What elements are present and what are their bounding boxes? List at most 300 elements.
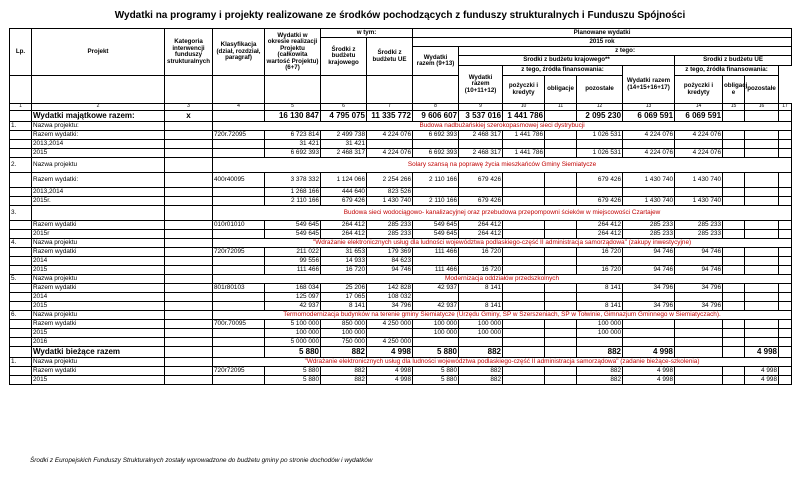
lp-cell: [10, 266, 32, 275]
lp-cell: [10, 376, 32, 385]
value-cell: 4 998: [745, 367, 779, 376]
kategoria-cell: [165, 158, 213, 173]
value-cell: [545, 230, 577, 239]
value-cell: [723, 329, 745, 338]
row-label: Razem wydatki: [32, 248, 165, 257]
value-cell: 882: [459, 367, 503, 376]
value-cell: 1 441 786: [503, 131, 545, 140]
value-cell: 9 606 607: [413, 111, 459, 122]
value-cell: [545, 266, 577, 275]
project-title: Termomodernizacja budynków na terenie gminy Siemiatycze (Urzędu Gminy, SP w Szerszeniach, SP w Tołwinie, Gimnazjum Gminnego w Siemiatyczach).: [213, 311, 792, 320]
value-cell: [723, 320, 745, 329]
klasyfikacja-cell: [213, 376, 265, 385]
header-lp: Lp.: [10, 29, 32, 76]
kategoria-cell: [165, 338, 213, 347]
value-cell: 4 998: [367, 376, 413, 385]
value-cell: [413, 188, 459, 197]
kategoria-cell: [165, 173, 213, 188]
value-cell: 31 421: [265, 140, 321, 149]
value-cell: 2 095 230: [577, 111, 623, 122]
value-cell: [503, 257, 545, 266]
column-number: 5: [265, 104, 321, 111]
value-cell: 6 069 591: [623, 111, 675, 122]
value-cell: [367, 140, 413, 149]
value-cell: [459, 338, 503, 347]
value-cell: 100 000: [321, 329, 367, 338]
value-cell: 6 069 591: [675, 111, 723, 122]
value-cell: 34 796: [623, 284, 675, 293]
value-cell: [545, 320, 577, 329]
value-cell: 2 468 317: [459, 149, 503, 158]
value-cell: 444 640: [321, 188, 367, 197]
value-cell: 285 233: [367, 230, 413, 239]
column-number: 1: [10, 104, 32, 111]
filler: [265, 76, 321, 104]
klasyfikacja-cell: [213, 347, 265, 358]
header-w-tym: w tym:: [321, 29, 413, 38]
value-cell: 549 645: [413, 230, 459, 239]
value-cell: [723, 248, 745, 257]
filler: [165, 76, 213, 104]
value-cell: 1 124 066: [321, 173, 367, 188]
row-label: 2015: [32, 376, 165, 385]
value-cell: 1 441 786: [503, 111, 545, 122]
value-cell: [723, 257, 745, 266]
value-cell: [675, 257, 723, 266]
value-cell: [545, 188, 577, 197]
value-cell: [779, 140, 792, 149]
value-cell: [779, 302, 792, 311]
project-name-label: Nazwa projektu: [32, 311, 165, 320]
page-title: Wydatki na programy i projekty realizowane ze środków pochodzących z funduszy strukturalnych i Funduszu Spójności: [114, 10, 686, 21]
project-title: Solary szansą na poprawę życia mieszkańców Gminy Siemiatycze: [213, 158, 792, 173]
value-cell: [779, 338, 792, 347]
project-title-row: [10, 275, 792, 284]
value-cell: 4 795 075: [321, 111, 367, 122]
value-cell: 4 998: [367, 347, 413, 358]
klasyfikacja-cell: 700r.70095: [213, 320, 265, 329]
value-cell: [623, 329, 675, 338]
kategoria-cell: [165, 257, 213, 266]
lp-cell: [10, 111, 32, 122]
header-z-tego: z tego:: [459, 47, 792, 56]
value-cell: 679 426: [459, 197, 503, 206]
project-title: "Wdrażanie elektronicznych usług dla ludności województwa podlaskiego-część II administracja samorządowa" (zakupy inwestycyjne): [213, 239, 792, 248]
lp-cell: [10, 367, 32, 376]
lp-cell: 2.: [10, 158, 32, 173]
table-row: [10, 376, 792, 385]
value-cell: 750 000: [321, 338, 367, 347]
klasyfikacja-cell: 720r72095: [213, 248, 265, 257]
header-wydatki-okres: Wydatki w okresie realizacji Projektu (całkowita wartość Projektu) (6+7): [265, 29, 321, 76]
klasyfikacja-cell: 400r40095: [213, 173, 265, 188]
value-cell: 1 430 740: [623, 173, 675, 188]
table-row: [10, 230, 792, 239]
value-cell: [413, 338, 459, 347]
value-cell: [779, 293, 792, 302]
header-wydatki-razem-ue: Wydatki razem (14+15+16+17): [623, 66, 675, 104]
value-cell: 6 692 393: [413, 131, 459, 140]
header-obligacje: obligacje: [545, 76, 577, 104]
value-cell: [779, 347, 792, 358]
value-cell: 1 430 740: [675, 197, 723, 206]
kategoria-cell: [165, 329, 213, 338]
column-number: 12: [577, 104, 623, 111]
value-cell: [779, 266, 792, 275]
value-cell: 264 412: [577, 230, 623, 239]
value-cell: [623, 257, 675, 266]
column-number: 9: [459, 104, 503, 111]
header-sbk: Środki z budżetu krajowego**: [459, 56, 675, 66]
value-cell: [545, 173, 577, 188]
lp-cell: [10, 284, 32, 293]
table-row: [10, 197, 792, 206]
value-cell: 549 645: [265, 221, 321, 230]
klasyfikacja-cell: [213, 302, 265, 311]
project-name-label: Nazwa projektu: [32, 239, 165, 248]
kategoria-cell: [165, 230, 213, 239]
value-cell: 100 000: [459, 329, 503, 338]
column-number: 11: [545, 104, 577, 111]
value-cell: 264 412: [459, 221, 503, 230]
lp-cell: [10, 188, 32, 197]
value-cell: [367, 329, 413, 338]
value-cell: 94 746: [675, 248, 723, 257]
value-cell: [723, 111, 745, 122]
value-cell: 111 466: [265, 266, 321, 275]
value-cell: [745, 149, 779, 158]
table-row: [10, 248, 792, 257]
value-cell: 679 426: [321, 197, 367, 206]
lp-cell: [10, 302, 32, 311]
lp-cell: [10, 257, 32, 266]
column-number: 17: [779, 104, 792, 111]
value-cell: [745, 248, 779, 257]
value-cell: [459, 257, 503, 266]
value-cell: [675, 320, 723, 329]
row-label: 2013,2014: [32, 140, 165, 149]
value-cell: [503, 293, 545, 302]
value-cell: [503, 329, 545, 338]
value-cell: 2 110 166: [413, 197, 459, 206]
value-cell: [745, 131, 779, 140]
table-row: [10, 140, 792, 149]
value-cell: 882: [321, 367, 367, 376]
kategoria-cell: [165, 376, 213, 385]
value-cell: 2 110 166: [413, 173, 459, 188]
project-title: Budowa sieci wodociągowo- kanalizacyjnej oraz przebudowa przepompowni ścieków w miejscowości Czartajew: [213, 206, 792, 221]
row-label: 2015: [32, 149, 165, 158]
value-cell: 179 369: [367, 248, 413, 257]
row-label: Razem wydatki: [32, 320, 165, 329]
klasyfikacja-cell: 720r72095: [213, 367, 265, 376]
value-cell: 264 412: [577, 221, 623, 230]
lp-cell: [10, 221, 32, 230]
table-row: [10, 257, 792, 266]
klasyfikacja-cell: [213, 266, 265, 275]
value-cell: [675, 338, 723, 347]
value-cell: [745, 188, 779, 197]
value-cell: 99 556: [265, 257, 321, 266]
kategoria-cell: [165, 206, 213, 221]
klasyfikacja-cell: [213, 149, 265, 158]
project-name-label: Nazwa projektu: [32, 358, 165, 367]
value-cell: 850 000: [321, 320, 367, 329]
row-label: 2014: [32, 257, 165, 266]
lp-cell: [10, 320, 32, 329]
value-cell: [503, 197, 545, 206]
value-cell: 16 720: [459, 248, 503, 257]
value-cell: 11 335 772: [367, 111, 413, 122]
header-srodki-ue: Środki z budżetu UE: [367, 38, 413, 76]
value-cell: [503, 188, 545, 197]
lp-cell: [10, 347, 32, 358]
value-cell: [545, 257, 577, 266]
project-name-label: Nazwa projektu: [32, 275, 165, 284]
project-title: Budowa nadbużańskiej szerokopasmowej sieci dystrybucji: [213, 122, 792, 131]
value-cell: [545, 131, 577, 140]
klasyfikacja-cell: [213, 140, 265, 149]
value-cell: 16 130 847: [265, 111, 321, 122]
value-cell: 8 141: [577, 284, 623, 293]
klasyfikacja-cell: 720r.72095: [213, 131, 265, 140]
value-cell: 100 000: [265, 329, 321, 338]
row-label: 2015: [32, 302, 165, 311]
klasyfikacja-cell: [213, 230, 265, 239]
column-number: 4: [213, 104, 265, 111]
value-cell: 100 000: [413, 329, 459, 338]
value-cell: 679 426: [577, 197, 623, 206]
kategoria-cell: [165, 320, 213, 329]
value-cell: [779, 284, 792, 293]
value-cell: [723, 376, 745, 385]
value-cell: [577, 338, 623, 347]
value-cell: [745, 266, 779, 275]
lp-cell: 5.: [10, 275, 32, 284]
table-row: [10, 293, 792, 302]
kategoria-cell: [165, 284, 213, 293]
row-label: 2013,2014: [32, 188, 165, 197]
row-label: Razem wydatki: [32, 367, 165, 376]
value-cell: 4 250 000: [367, 338, 413, 347]
value-cell: 264 412: [321, 221, 367, 230]
value-cell: 2 468 317: [459, 131, 503, 140]
value-cell: 111 466: [413, 248, 459, 257]
column-number: 10: [503, 104, 545, 111]
value-cell: [745, 221, 779, 230]
filler: [367, 76, 413, 104]
value-cell: [413, 257, 459, 266]
value-cell: 285 233: [623, 230, 675, 239]
project-title-row: [10, 206, 792, 221]
value-cell: 882: [321, 347, 367, 358]
section-total-row: [10, 347, 792, 358]
lp-cell: [10, 197, 32, 206]
table-row: [10, 221, 792, 230]
filler: [213, 76, 265, 104]
value-cell: [545, 111, 577, 122]
value-cell: 264 412: [459, 230, 503, 239]
value-cell: [545, 376, 577, 385]
value-cell: [675, 329, 723, 338]
row-label: 2015: [32, 266, 165, 275]
value-cell: 8 141: [459, 284, 503, 293]
value-cell: [545, 293, 577, 302]
value-cell: [623, 140, 675, 149]
table-row: [10, 266, 792, 275]
value-cell: 5 880: [265, 347, 321, 358]
section-total-row: [10, 111, 792, 122]
kategoria-cell: [165, 275, 213, 284]
value-cell: [723, 338, 745, 347]
value-cell: 14 933: [321, 257, 367, 266]
table-row: [10, 329, 792, 338]
value-cell: 882: [459, 347, 503, 358]
header-klasyfikacja: Klasyfikacja (dział, rozdział, paragraf): [213, 29, 265, 76]
value-cell: 42 937: [413, 284, 459, 293]
header-obligacje-ue: obligacj e: [723, 76, 745, 104]
lp-cell: 6.: [10, 311, 32, 320]
value-cell: 3 378 332: [265, 173, 321, 188]
value-cell: [503, 320, 545, 329]
value-cell: 1 026 531: [577, 131, 623, 140]
value-cell: 549 645: [265, 230, 321, 239]
project-title-row: [10, 311, 792, 320]
klasyfikacja-cell: [213, 111, 265, 122]
value-cell: [745, 284, 779, 293]
project-title: "Wdrażanie elektronicznych usług dla ludności województwa podlaskiego-część II administracja samorządowa" (zadanie bieżące-szkolenia): [213, 358, 792, 367]
column-number: 2: [32, 104, 165, 111]
value-cell: 1 430 740: [623, 197, 675, 206]
header-sbue: Środki z budżetu UE: [675, 56, 792, 66]
value-cell: [503, 284, 545, 293]
header-wydatki-razem-kraj: Wydatki razem (10+11+12): [459, 66, 503, 104]
value-cell: 285 233: [675, 230, 723, 239]
value-cell: 42 937: [265, 302, 321, 311]
value-cell: [723, 149, 745, 158]
table-row: [10, 131, 792, 140]
kategoria-cell: x: [165, 111, 213, 122]
footnote: Środki z Europejskich Funduszy Strukturalnych zostały wprowadzone do budżetu gminy po stronie dochodów i wydatków: [30, 457, 373, 464]
value-cell: 5 880: [265, 367, 321, 376]
project-title-row: [10, 239, 792, 248]
value-cell: 4 998: [367, 367, 413, 376]
header-projekt: Projekt: [32, 29, 165, 76]
klasyfikacja-cell: [213, 338, 265, 347]
lp-cell: 3.: [10, 206, 32, 221]
value-cell: 5 880: [413, 376, 459, 385]
klasyfikacja-cell: 010r01010: [213, 221, 265, 230]
value-cell: [503, 266, 545, 275]
column-numbers-row: [10, 104, 792, 111]
filler: [413, 76, 459, 104]
value-cell: [503, 221, 545, 230]
value-cell: [723, 266, 745, 275]
value-cell: 31 421: [321, 140, 367, 149]
value-cell: [745, 111, 779, 122]
value-cell: [503, 347, 545, 358]
row-label: Razem wydatki: [32, 284, 165, 293]
lp-cell: [10, 329, 32, 338]
value-cell: 16 720: [459, 266, 503, 275]
table-row: [10, 188, 792, 197]
value-cell: [745, 173, 779, 188]
column-number: 15: [723, 104, 745, 111]
value-cell: [745, 338, 779, 347]
value-cell: 4 998: [623, 347, 675, 358]
value-cell: 108 032: [367, 293, 413, 302]
kategoria-cell: [165, 140, 213, 149]
value-cell: 211 022: [265, 248, 321, 257]
kategoria-cell: [165, 131, 213, 140]
value-cell: 34 796: [367, 302, 413, 311]
table-row: [10, 149, 792, 158]
header-pozostale-ue: pozostałe: [745, 76, 779, 104]
value-cell: [503, 338, 545, 347]
value-cell: [623, 338, 675, 347]
value-cell: 94 746: [367, 266, 413, 275]
value-cell: 882: [577, 376, 623, 385]
table-row: [10, 173, 792, 188]
row-label: 2016: [32, 338, 165, 347]
value-cell: 4 224 076: [623, 131, 675, 140]
project-name-label: [32, 206, 165, 221]
value-cell: [723, 302, 745, 311]
value-cell: 679 426: [577, 173, 623, 188]
table-row: [10, 284, 792, 293]
value-cell: [413, 140, 459, 149]
value-cell: [675, 347, 723, 358]
klasyfikacja-cell: [213, 257, 265, 266]
header-srodki-kraj: Środki z budżetu krajowego: [321, 38, 367, 76]
header-pozyczki-ue: pożyczki i kredyty: [675, 76, 723, 104]
value-cell: [675, 293, 723, 302]
table-body: [10, 104, 792, 385]
header-pozostale: pozostałe: [577, 76, 623, 104]
klasyfikacja-cell: [213, 293, 265, 302]
lp-cell: 4.: [10, 239, 32, 248]
kategoria-cell: [165, 248, 213, 257]
value-cell: 5 880: [413, 347, 459, 358]
value-cell: 4 224 076: [623, 149, 675, 158]
value-cell: 285 233: [675, 221, 723, 230]
value-cell: 4 224 076: [367, 149, 413, 158]
klasyfikacja-cell: [213, 197, 265, 206]
value-cell: [723, 188, 745, 197]
lp-cell: 1.: [10, 358, 32, 367]
row-label: 2015r.: [32, 197, 165, 206]
table-row: [10, 338, 792, 347]
value-cell: [723, 347, 745, 358]
value-cell: [745, 197, 779, 206]
value-cell: [745, 320, 779, 329]
value-cell: 100 000: [413, 320, 459, 329]
value-cell: [623, 188, 675, 197]
value-cell: [723, 140, 745, 149]
value-cell: [545, 221, 577, 230]
value-cell: 94 746: [675, 266, 723, 275]
value-cell: [723, 221, 745, 230]
filler: [10, 76, 32, 104]
value-cell: 6 692 393: [413, 149, 459, 158]
value-cell: 4 998: [745, 376, 779, 385]
value-cell: [577, 140, 623, 149]
row-label: Razem wydatki: [32, 221, 165, 230]
value-cell: 2 499 738: [321, 131, 367, 140]
value-cell: 125 097: [265, 293, 321, 302]
value-cell: 1 430 740: [367, 197, 413, 206]
value-cell: [545, 329, 577, 338]
